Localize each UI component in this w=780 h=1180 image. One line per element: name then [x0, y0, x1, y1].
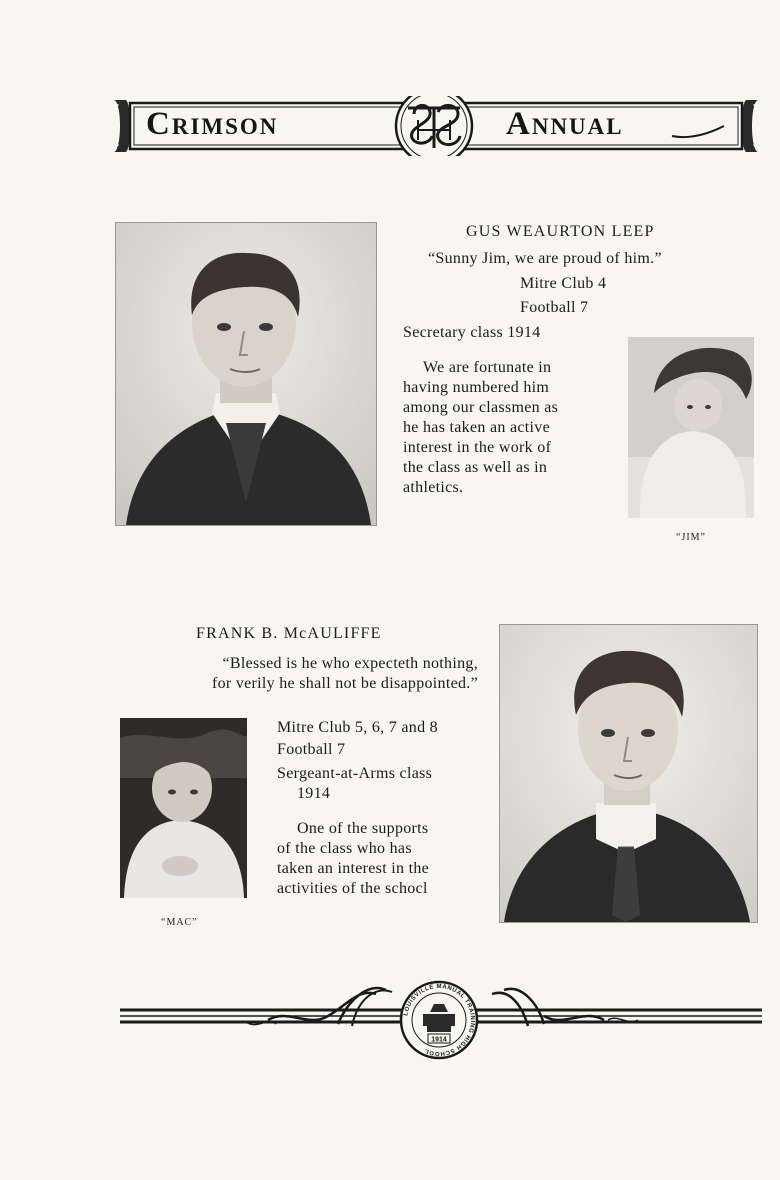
- banner-word-crimson: Crimson: [146, 106, 279, 142]
- student-quote-mcauliffe: [126, 654, 478, 694]
- student-quote-leep: “Sunny Jim, we are proud of him.”: [428, 250, 662, 267]
- activity-line: Football 7: [520, 299, 589, 316]
- seal-ring-text: LOUISVILLE MANUAL TRAINING HIGH SCHOOL: [403, 983, 476, 1057]
- paragraph-line: activities of the schocl: [277, 880, 428, 897]
- portrait-photo-mcauliffe: [499, 624, 758, 923]
- paragraph-line: having numbered him: [403, 379, 550, 396]
- paragraph-line: taken an interest in the: [277, 860, 430, 877]
- quote-line: “Blessed is he who expecteth nothing,: [222, 655, 478, 672]
- baby-photo-mac: [120, 718, 247, 898]
- biography-paragraph-mcauliffe: [277, 819, 475, 899]
- paragraph-line: interest in the work of: [403, 439, 552, 456]
- activity-line: Mitre Club 5, 6, 7 and 8: [277, 719, 438, 736]
- biography-paragraph-leep: [403, 358, 628, 498]
- paragraph-line: among our classmen as: [403, 399, 559, 416]
- student-name-mcauliffe: FRANK B. McAULIFFE: [196, 625, 382, 642]
- student-name-leep: GUS WEAURTON LEEP: [466, 223, 655, 240]
- paragraph-line: the class as well as in: [403, 459, 548, 476]
- paragraph-line: One of the supports: [297, 820, 429, 837]
- crimson-annual-banner: [112, 96, 760, 156]
- paragraph-line: of the class who has: [277, 840, 412, 857]
- office-line: Secretary class 1914: [403, 324, 541, 341]
- baby-caption-jim: “JIM”: [676, 532, 706, 543]
- activity-line: Sergeant-at-Arms class: [277, 765, 433, 782]
- portrait-photo-leep: [115, 222, 377, 526]
- seal-year: 1914: [431, 1036, 447, 1044]
- quote-line: for verily he shall not be disappointed.”: [211, 675, 478, 692]
- baby-caption-mac: “MAC”: [161, 917, 198, 928]
- footer-ornament: [118, 980, 764, 1060]
- paragraph-line: athletics.: [403, 479, 464, 496]
- footer-rule-and-seal: [118, 980, 764, 1060]
- baby-photo-jim: [628, 337, 754, 518]
- activity-line: Mitre Club 4: [520, 275, 607, 292]
- activity-line: 1914: [297, 785, 331, 802]
- paragraph-line: he has taken an active: [403, 419, 550, 436]
- activity-line: Football 7: [277, 741, 346, 758]
- paragraph-line: We are fortunate in: [423, 359, 552, 376]
- banner-word-annual: Annual: [506, 106, 624, 142]
